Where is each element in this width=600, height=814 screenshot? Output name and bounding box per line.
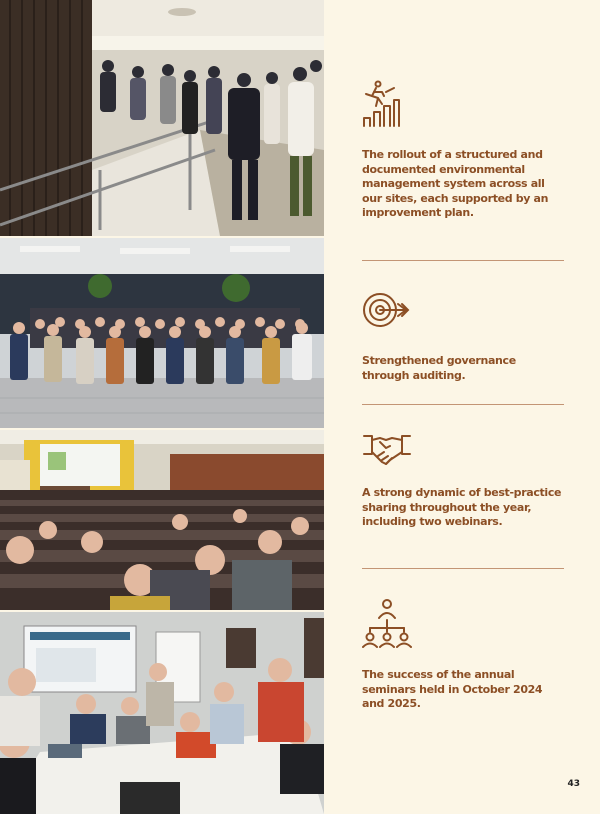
divider [362, 260, 564, 261]
highlight-governance [362, 290, 564, 383]
divider [362, 568, 564, 569]
target-icon [362, 290, 410, 332]
page-number: 43 [567, 779, 580, 789]
workshop-table-photo [0, 612, 324, 814]
lobby-group-photo [0, 238, 324, 428]
highlight-environmental-management [362, 80, 564, 221]
staircase-group-photo [0, 0, 324, 236]
highlight-annual-seminars [362, 598, 564, 712]
highlight-text: A strong dynamic of best-practice sharing throughout the year, including two webinars. [362, 486, 562, 528]
improvement-growth-icon [362, 80, 402, 128]
highlight-best-practice [362, 432, 564, 530]
auditorium-seminar-photo [0, 430, 324, 610]
highlight-text: Strengthened governance through auditing. [362, 354, 516, 382]
divider [362, 404, 564, 405]
highlight-text: The success of the annual seminars held in October 2024 and 2025. [362, 668, 543, 710]
highlight-text: The rollout of a structured and documented environmental management system across all our sites, each supported by an improvement plan. [362, 148, 549, 219]
network-people-icon [362, 598, 412, 648]
handshake-icon [362, 432, 412, 468]
